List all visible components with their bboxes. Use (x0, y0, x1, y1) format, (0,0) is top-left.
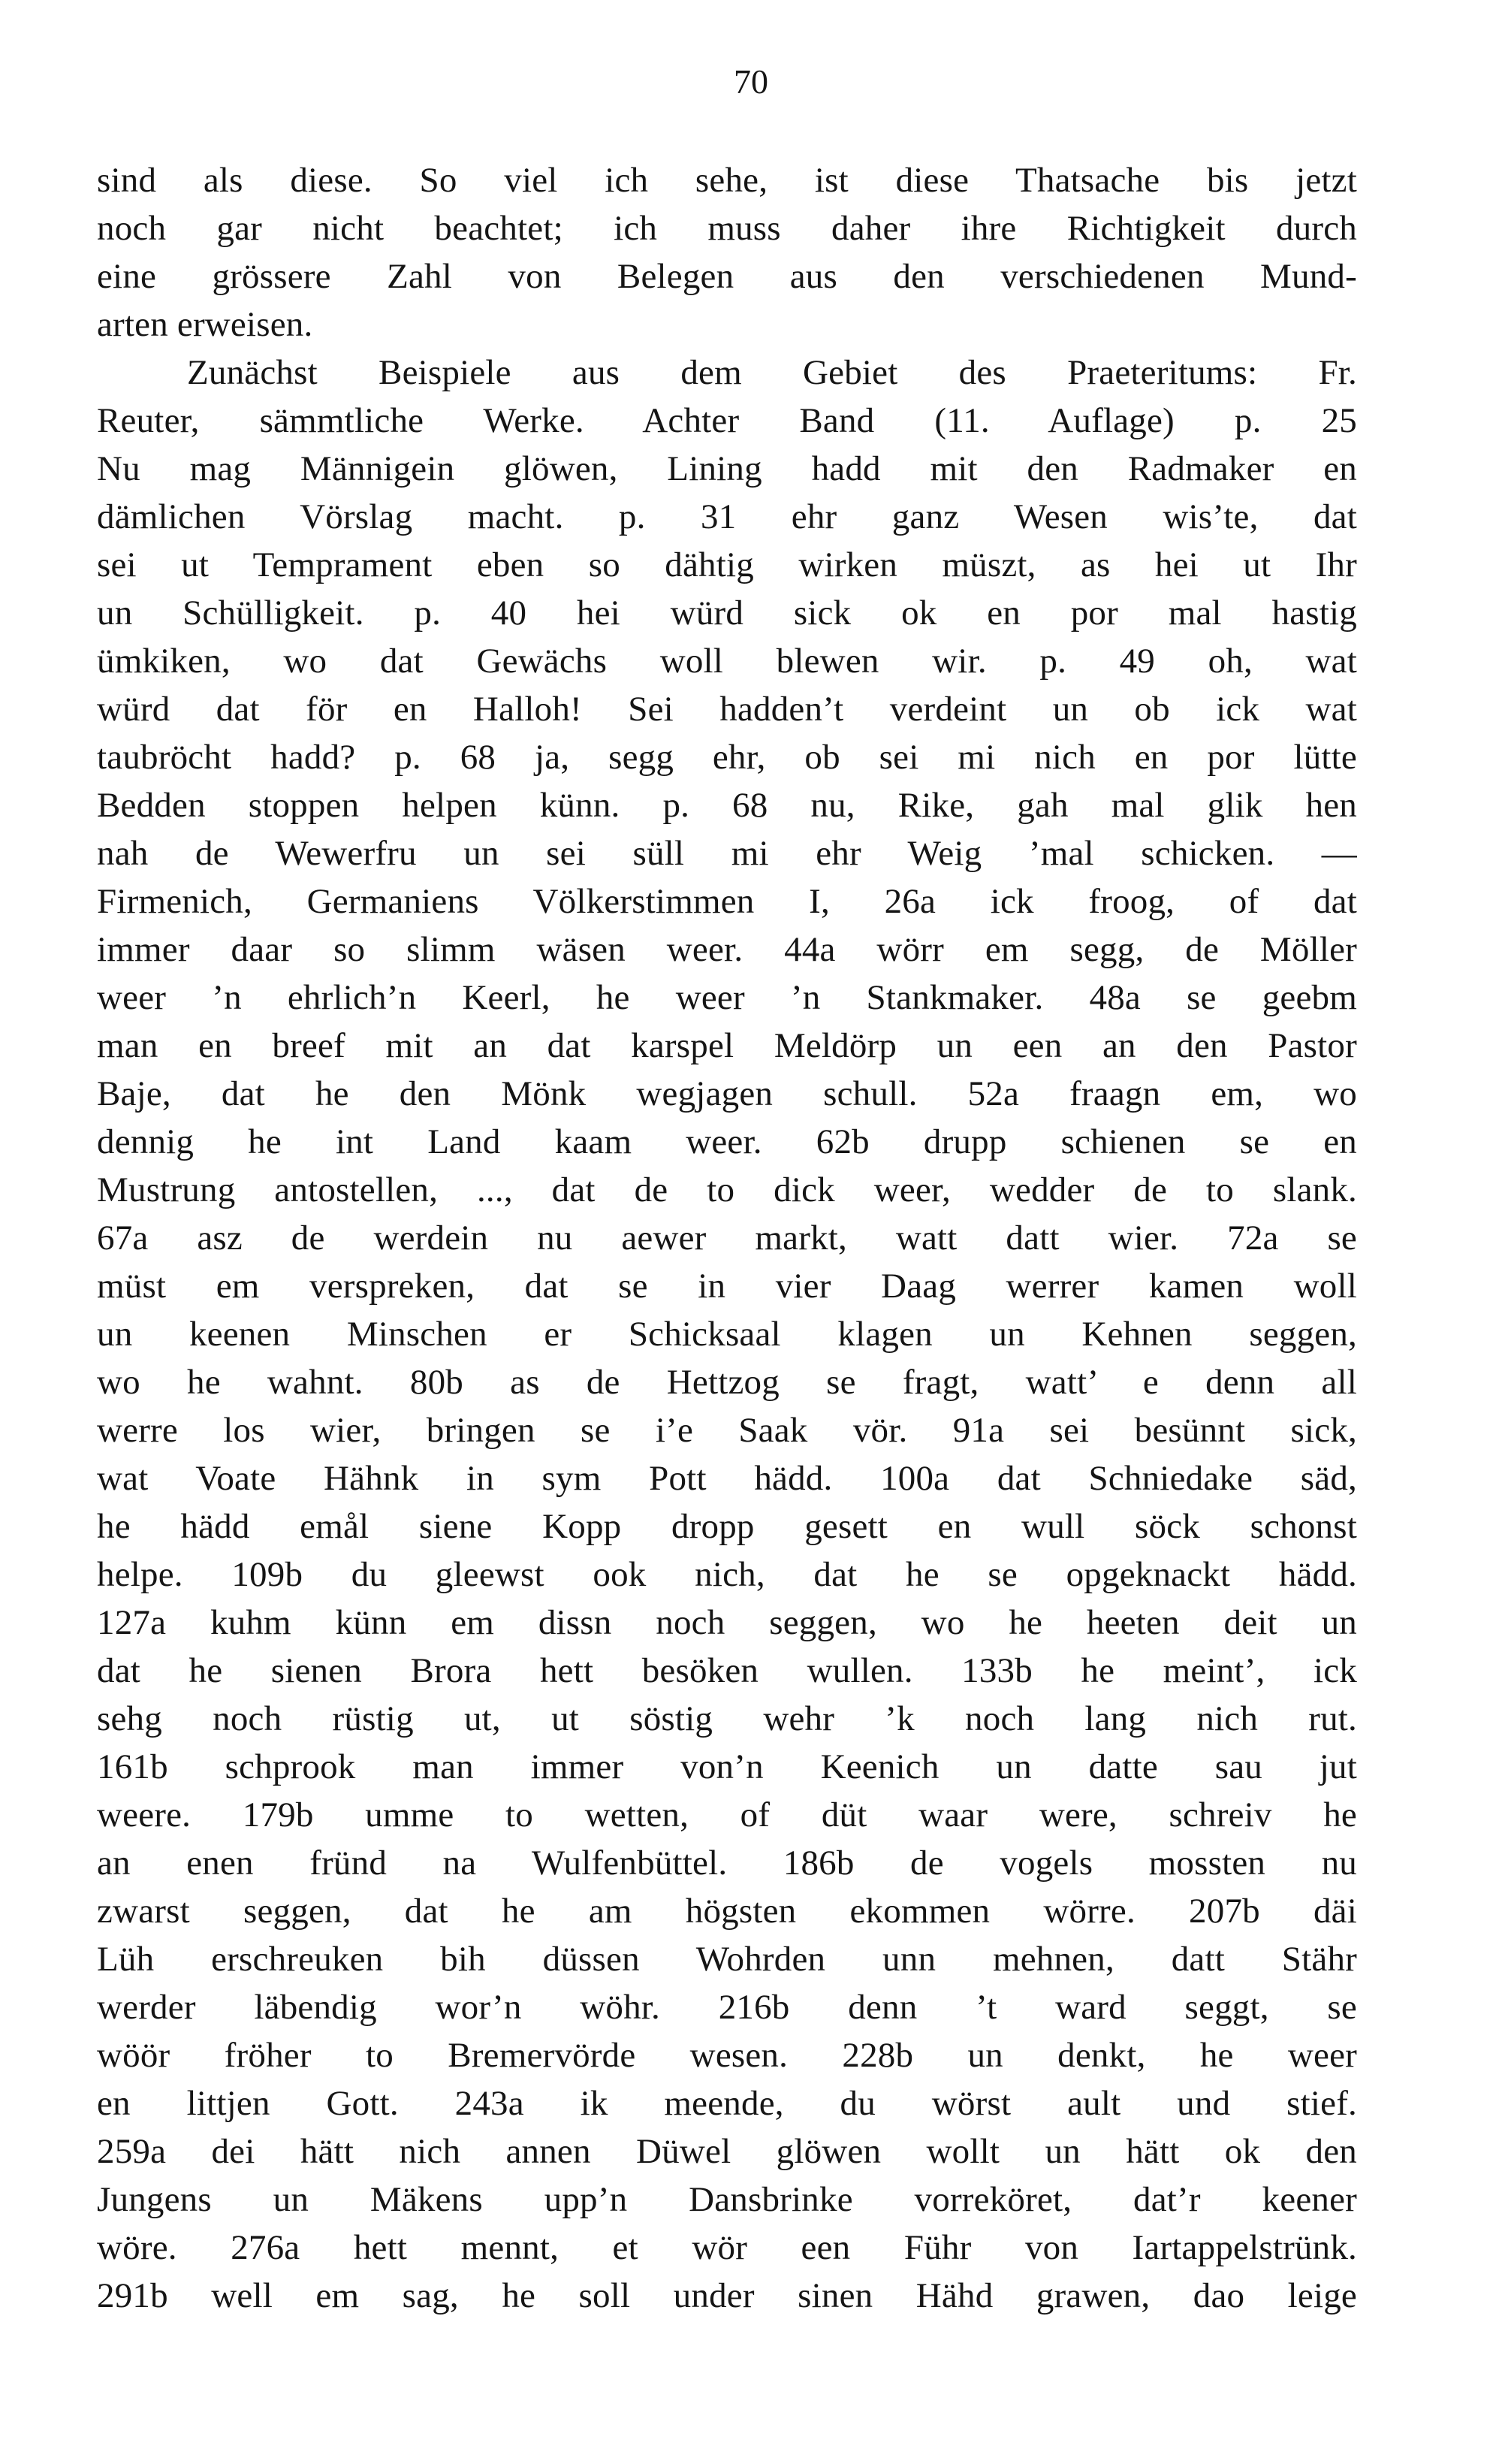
text-line: nah de Wewerfru un sei süll mi ehr Weig ’mal schicken. — (97, 834, 1357, 873)
text-line: weer ’n ehrlich’n Keerl, he weer ’n Stankmaker. 48a se geebm (97, 978, 1357, 1017)
text-line: arten erweisen. (97, 305, 313, 344)
text-line: müst em verspreken, dat se in vier Daag werrer kamen woll (97, 1267, 1357, 1306)
text-line: werder läbendig wor’n wöhr. 216b denn ’t ward seggt, se (97, 1988, 1357, 2027)
text-line: Reuter, sämmtliche Werke. Achter Band (11. Auflage) p. 25 (97, 401, 1357, 440)
text-line: wat Voate Hähnk in sym Pott hädd. 100a dat Schniedake säd, (97, 1459, 1357, 1498)
text-line: Lüh erschreuken bih düssen Wohrden unn mehnen, datt Stähr (97, 1940, 1357, 1979)
text-line: sehg noch rüstig ut, ut söstig wehr ’k noch lang nich rut. (97, 1699, 1357, 1738)
text-line: Firmenich, Germaniens Völkerstimmen I, 26a ick froog, of dat (97, 882, 1357, 921)
text-line: Nu mag Männigein glöwen, Lining hadd mit den Radmaker en (97, 449, 1357, 488)
text-line: noch gar nicht beachtet; ich muss daher ihre Richtigkeit durch (97, 209, 1357, 248)
text-line: werre los wier, bringen se i’e Saak vör. 91a sei besünnt sick, (97, 1411, 1357, 1450)
text-line: dat he sienen Brora hett besöken wullen. 133b he meint’, ick (97, 1651, 1357, 1690)
text-line: he hädd emål siene Kopp dropp gesett en wull söck schonst (97, 1507, 1357, 1546)
text-line: helpe. 109b du gleewst ook nich, dat he se opgeknackt hädd. (97, 1555, 1357, 1594)
page-number: 70 (734, 62, 768, 101)
text-line: taubröcht hadd? p. 68 ja, segg ehr, ob sei mi nich en por lütte (97, 738, 1357, 777)
text-line: 161b schprook man immer von’n Keenich un datte sau jut (97, 1747, 1357, 1786)
text-line: würd dat för en Halloh! Sei hadden’t verdeint un ob ick wat (97, 690, 1357, 729)
text-line: en littjen Gott. 243a ik meende, du wörst ault und stief. (97, 2084, 1357, 2123)
text-line: zwarst seggen, dat he am högsten ekommen wörre. 207b däi (97, 1892, 1357, 1931)
text-line: 259a dei hätt nich annen Düwel glöwen wollt un hätt ok den (97, 2132, 1357, 2171)
body-text (97, 156, 1357, 2320)
text-line: wo he wahnt. 80b as de Hettzog se fragt, watt’ e denn all (97, 1363, 1357, 1402)
text-line: dennig he int Land kaam weer. 62b drupp schienen se en (97, 1122, 1357, 1161)
text-line: Jungens un Mäkens upp’n Dansbrinke vorreköret, dat’r keener (97, 2180, 1357, 2219)
text-line: Mustrung antostellen, ..., dat de to dick weer, wedder de to slank. (97, 1170, 1357, 1209)
text-line: an enen fründ na Wulfenbüttel. 186b de vogels mossten nu (97, 1843, 1357, 1883)
text-line: wöre. 276a hett mennt, et wör een Führ von Iartappelstrünk. (97, 2228, 1357, 2267)
text-line: 291b well em sag, he soll under sinen Hähd grawen, dao leige (97, 2276, 1357, 2315)
text-line: sind als diese. So viel ich sehe, ist diese Thatsache bis jetzt (97, 161, 1357, 200)
text-line: 67a asz de werdein nu aewer markt, watt datt wier. 72a se (97, 1218, 1357, 1258)
text-line: wöör fröher to Bremervörde wesen. 228b un denkt, he weer (97, 2036, 1357, 2075)
text-line: Baje, dat he den Mönk wegjagen schull. 52a fraagn em, wo (97, 1074, 1357, 1113)
text-line: man en breef mit an dat karspel Meldörp un een an den Pastor (97, 1026, 1357, 1065)
text-line: Zunächst Beispiele aus dem Gebiet des Praeteritums: Fr. (187, 353, 1357, 392)
text-line: immer daar so slimm wäsen weer. 44a wörr em segg, de Möller (97, 930, 1357, 969)
text-line: eine grössere Zahl von Belegen aus den verschiedenen Mund- (97, 257, 1357, 296)
text-line: sei ut Temprament eben so dähtig wirken müszt, as hei ut Ihr (97, 545, 1357, 584)
text-line: Bedden stoppen helpen künn. p. 68 nu, Rike, gah mal glik hen (97, 786, 1357, 825)
text-line: un Schülligkeit. p. 40 hei würd sick ok en por mal hastig (97, 593, 1357, 633)
text-line: un keenen Minschen er Schicksaal klagen un Kehnen seggen, (97, 1315, 1357, 1354)
text-line: weere. 179b umme to wetten, of düt waar were, schreiv he (97, 1795, 1357, 1834)
text-line: 127a kuhm künn em dissn noch seggen, wo he heeten deit un (97, 1603, 1357, 1642)
text-line: ümkiken, wo dat Gewächs woll blewen wir. p. 49 oh, wat (97, 642, 1357, 681)
text-line: dämlichen Vörslag macht. p. 31 ehr ganz Wesen wis’te, dat (97, 497, 1357, 536)
